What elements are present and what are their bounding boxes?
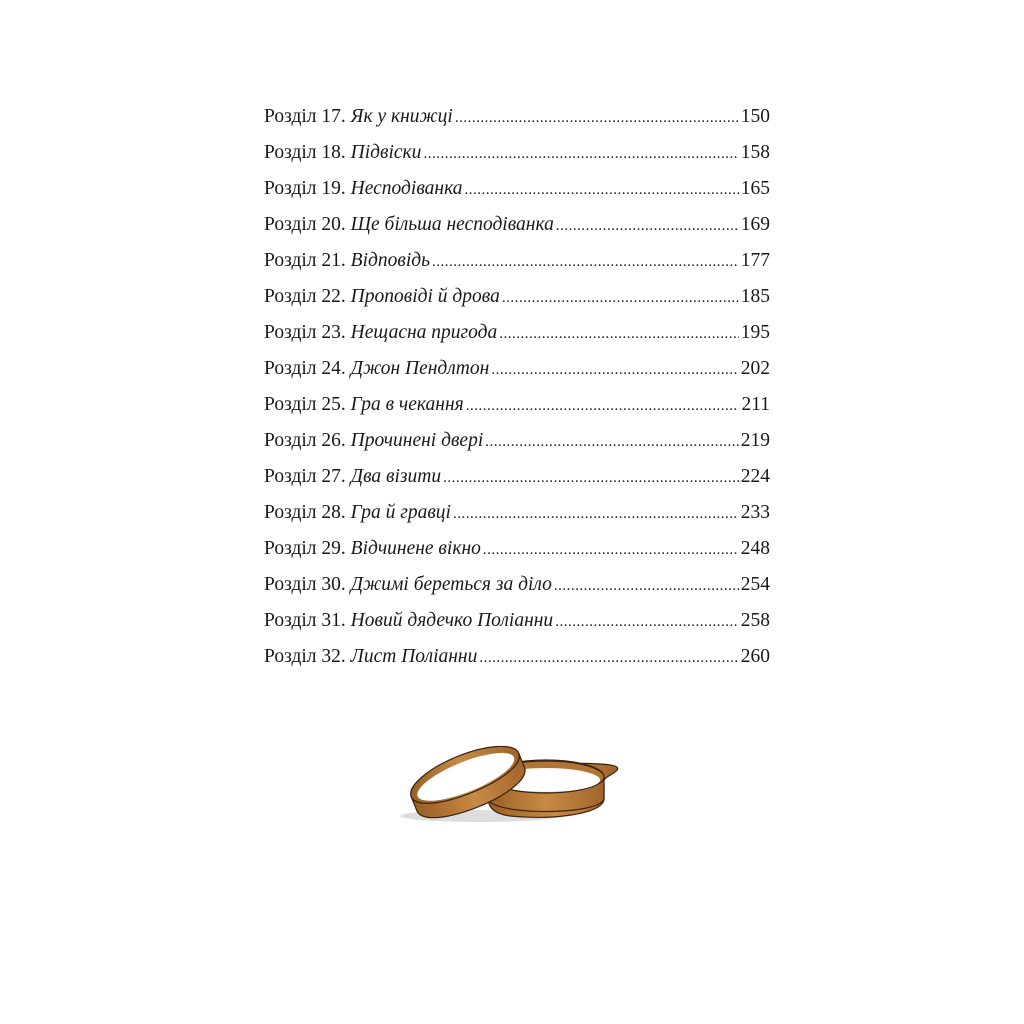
chapter-label: Розділ 29. <box>264 538 346 559</box>
chapter-title: Ще більша несподіванка <box>350 214 554 235</box>
page-number: 211 <box>741 394 770 415</box>
page-number: 258 <box>740 610 770 631</box>
page-number: 195 <box>740 322 770 343</box>
toc-entry <box>264 140 770 176</box>
dot-leader <box>453 500 739 527</box>
toc-entry <box>264 320 770 356</box>
dot-leader <box>499 320 738 347</box>
dot-leader <box>555 608 739 635</box>
toc-entry <box>264 608 770 644</box>
chapter-label: Розділ 21. <box>264 250 346 271</box>
page-number: 260 <box>740 646 770 667</box>
chapter-label: Розділ 24. <box>264 358 346 379</box>
chapter-label: Розділ 32. <box>264 646 346 667</box>
table-of-contents <box>264 104 770 680</box>
page-number: 233 <box>740 502 770 523</box>
page-number: 158 <box>740 142 770 163</box>
chapter-label: Розділ 27. <box>264 466 346 487</box>
dot-leader <box>466 392 740 419</box>
chapter-label: Розділ 31. <box>264 610 346 631</box>
chapter-title: Лист Поліанни <box>350 646 478 667</box>
dot-leader <box>554 572 739 599</box>
toc-entry <box>264 536 770 572</box>
chapter-title: Гра в чекання <box>350 394 464 415</box>
dot-leader <box>479 644 738 671</box>
page-number: 165 <box>740 178 770 199</box>
chapter-title: Підвіски <box>350 142 422 163</box>
toc-entry <box>264 644 770 680</box>
dot-leader <box>485 428 739 455</box>
dot-leader <box>423 140 738 167</box>
chapter-title: Відчинене вікно <box>350 538 481 559</box>
page-number: 254 <box>740 574 770 595</box>
chapter-title: Гра й гравці <box>350 502 451 523</box>
toc-entry <box>264 284 770 320</box>
dot-leader <box>483 536 739 563</box>
chapter-title: Джон Пендлтон <box>350 358 490 379</box>
chapter-label: Розділ 20. <box>264 214 346 235</box>
toc-entry <box>264 212 770 248</box>
dot-leader <box>491 356 738 383</box>
toc-entry <box>264 572 770 608</box>
chapter-title: Нещасна пригода <box>350 322 498 343</box>
page-number: 177 <box>740 250 770 271</box>
page-number: 202 <box>740 358 770 379</box>
chapter-label: Розділ 26. <box>264 430 346 451</box>
chapter-label: Розділ 25. <box>264 394 346 415</box>
chapter-title: Два візити <box>350 466 442 487</box>
dot-leader <box>502 284 739 311</box>
chapter-title: Відповідь <box>350 250 430 271</box>
wedding-rings-icon <box>360 720 660 840</box>
page-number: 224 <box>740 466 770 487</box>
chapter-label: Розділ 22. <box>264 286 346 307</box>
toc-entry <box>264 464 770 500</box>
chapter-title: Прочинені двері <box>350 430 484 451</box>
toc-entry <box>264 428 770 464</box>
dot-leader <box>464 176 738 203</box>
page-number: 248 <box>740 538 770 559</box>
chapter-title: Джимі береться за діло <box>350 574 552 595</box>
toc-entry <box>264 248 770 284</box>
page-number: 219 <box>740 430 770 451</box>
chapter-title: Новий дядечко Поліанни <box>350 610 554 631</box>
chapter-label: Розділ 23. <box>264 322 346 343</box>
toc-entry <box>264 176 770 212</box>
page-number: 169 <box>740 214 770 235</box>
dot-leader <box>443 464 739 491</box>
chapter-label: Розділ 19. <box>264 178 346 199</box>
page-number: 185 <box>740 286 770 307</box>
dot-leader <box>432 248 739 275</box>
chapter-title: Як у книжці <box>350 106 453 127</box>
page-number: 150 <box>740 106 770 127</box>
chapter-title: Проповіді й дрова <box>350 286 500 307</box>
chapter-label: Розділ 28. <box>264 502 346 523</box>
chapter-label: Розділ 30. <box>264 574 346 595</box>
toc-entry <box>264 392 770 428</box>
dot-leader <box>556 212 739 239</box>
toc-entry <box>264 356 770 392</box>
dot-leader <box>455 104 739 131</box>
chapter-title: Несподіванка <box>350 178 463 199</box>
toc-entry <box>264 500 770 536</box>
chapter-label: Розділ 17. <box>264 106 346 127</box>
chapter-label: Розділ 18. <box>264 142 346 163</box>
toc-entry <box>264 104 770 140</box>
